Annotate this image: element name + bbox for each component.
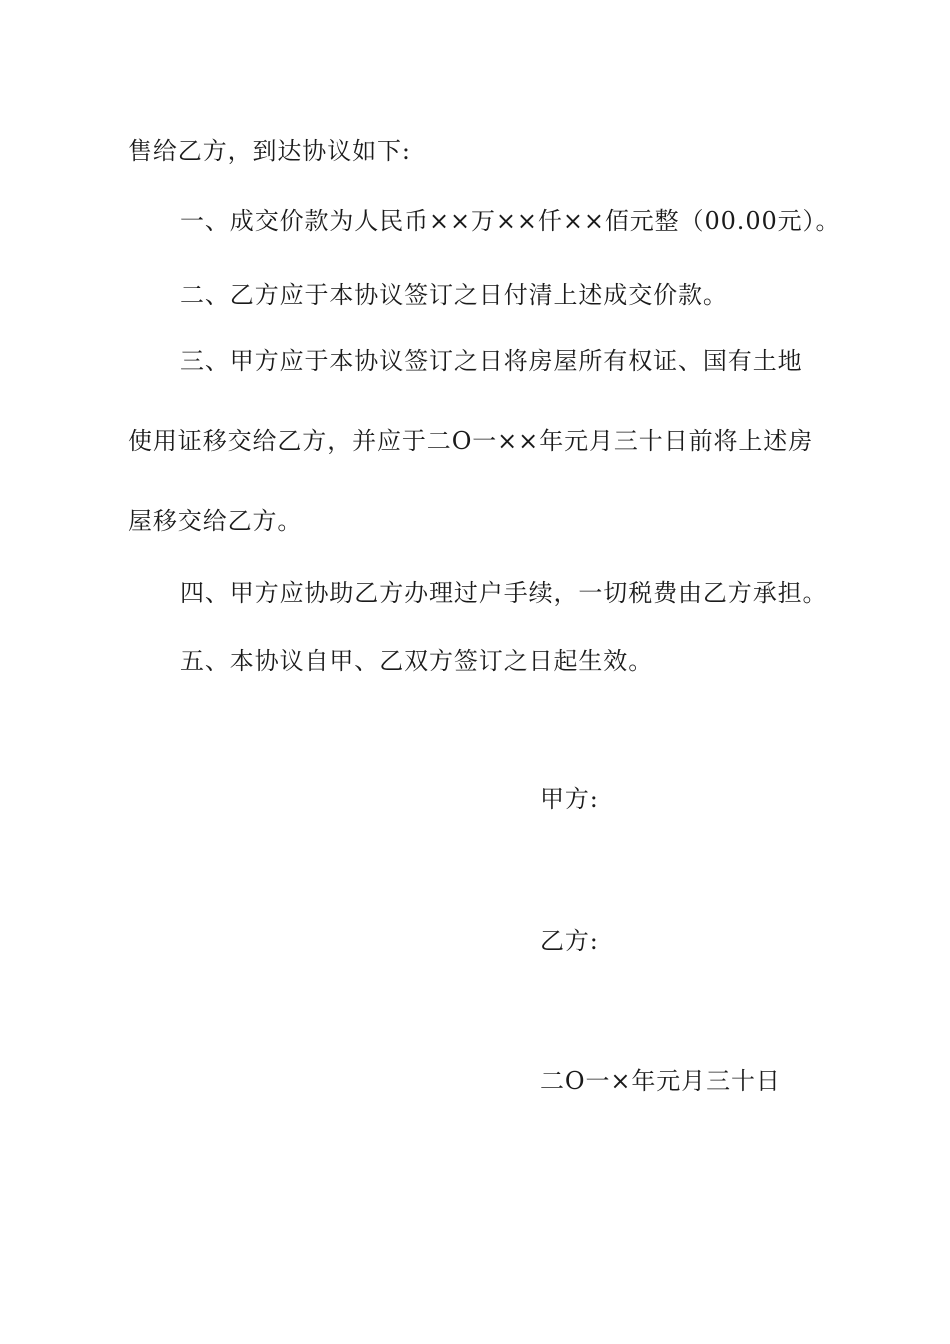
signing-date: 二O一×年元月三十日 xyxy=(540,1067,781,1095)
party-b-signature-label: 乙方: xyxy=(540,927,599,955)
clause-3-line-3: 屋移交给乙方。 xyxy=(128,507,303,535)
clause-4: 四、甲方应协助乙方办理过户手续，一切税费由乙方承担。 xyxy=(180,579,828,607)
clause-1: 一、成交价款为人民币××万××仟××佰元整（00.00元）。 xyxy=(180,207,841,235)
clause-3-line-1: 三、甲方应于本协议签订之日将房屋所有权证、国有土地 xyxy=(180,347,803,375)
clause-3-line-2: 使用证移交给乙方，并应于二O一××年元月三十日前将上述房 xyxy=(128,427,814,455)
clause-2: 二、乙方应于本协议签订之日付清上述成交价款。 xyxy=(180,281,728,309)
intro-tail: 售给乙方，到达协议如下: xyxy=(128,137,411,165)
clause-5: 五、本协议自甲、乙双方签订之日起生效。 xyxy=(180,647,654,675)
party-a-signature-label: 甲方: xyxy=(540,785,599,813)
